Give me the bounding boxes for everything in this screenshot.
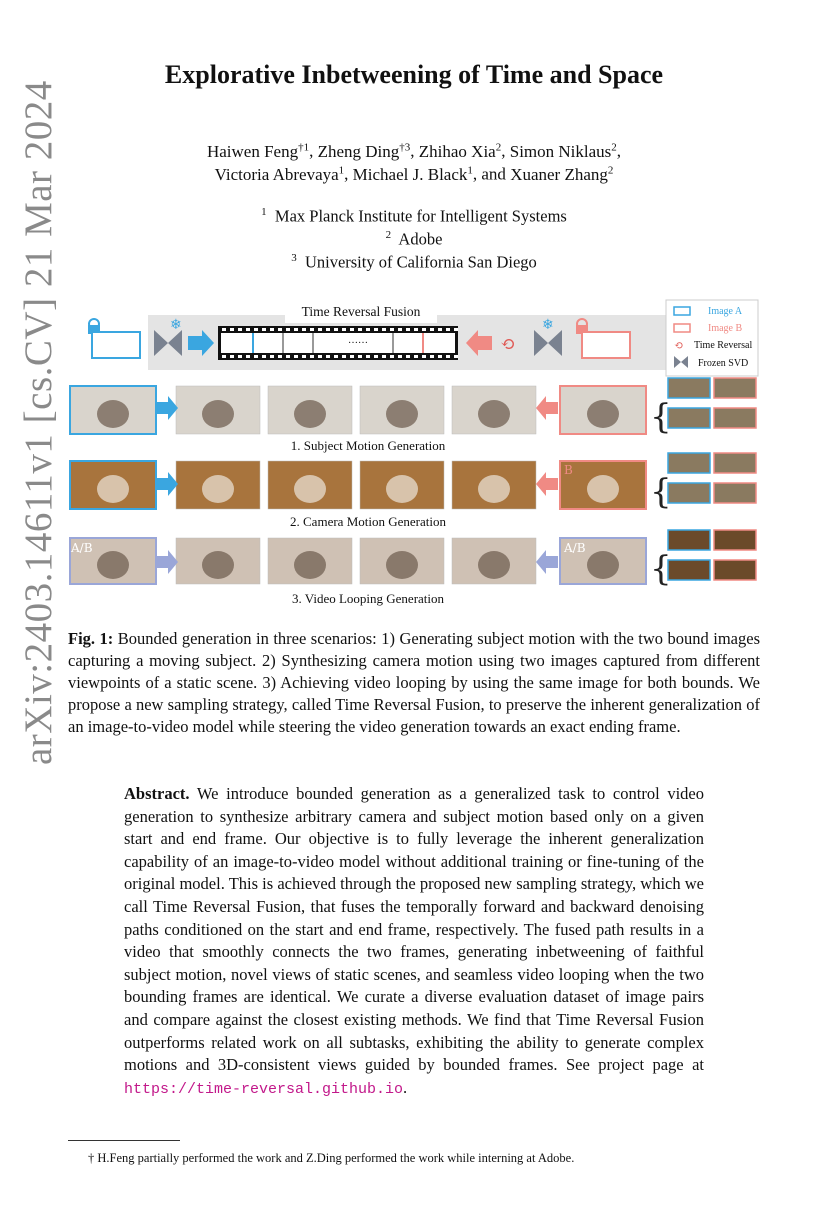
film-hole (246, 355, 250, 358)
figure-diagram (68, 298, 760, 610)
film-hole (438, 328, 442, 331)
film-ellipsis: …… (348, 335, 368, 346)
film-hole (414, 328, 418, 331)
film-hole (350, 328, 354, 331)
frame-subject (97, 551, 129, 579)
film-hole (238, 328, 242, 331)
frame-subject (294, 400, 326, 428)
arrow-right-icon (156, 550, 178, 574)
film-hole (406, 355, 410, 358)
author: Simon Niklaus$^2$ (509, 141, 617, 161)
brace-icon: { (650, 549, 672, 589)
film-hole (446, 328, 450, 331)
arrow-left-icon (536, 396, 558, 420)
film-hole (422, 328, 426, 331)
authors-line-1: Haiwen Feng$^{\dagger 1}$, Zheng Ding$^{\dagger 3}$, Zhihao Xia$^2$, Simon Niklaus$^2$, (206, 141, 622, 161)
frame-subject (587, 551, 619, 579)
film-hole (326, 355, 330, 358)
example-thumbnail (668, 408, 710, 428)
author: Victoria Abrevaya$^1$ (214, 164, 345, 184)
film-hole (358, 328, 362, 331)
frame-subject (587, 475, 619, 503)
film-hole (430, 328, 434, 331)
arrow-left-icon (536, 550, 558, 574)
legend-image-a: Image A (708, 306, 743, 317)
film-hole (254, 355, 258, 358)
arrow-right-icon (156, 472, 178, 496)
film-hole (222, 328, 226, 331)
author: Xuaner Zhang$^2$ (510, 164, 614, 184)
film-hole (406, 328, 410, 331)
authors-line-2: Victoria Abrevaya$^1$, Michael J. Black$^1$, and Xuaner Zhang$^2$ (214, 164, 614, 184)
frame-subject (478, 475, 510, 503)
film-hole (310, 328, 314, 331)
film-hole (390, 328, 394, 331)
film-hole (454, 355, 458, 358)
affiliation-3: $^3$ University of California San Diego (291, 252, 537, 272)
film-hole (310, 355, 314, 358)
example-thumbnail (668, 560, 710, 580)
abstract: Abstract. We introduce bounded generation as a generalized task to control video generation to synthesize arbitrary camera and subject motion based only on a given start and end frame. Our objective is to fully leverage the inherent generalization capability of an image-to-video model without additional training or fine-tuning of the original model. This is achieved through the proposed new sampling strategy, which we call Time Reversal Fusion, that fuses the temporally forward and backward denoising paths conditioned on the start and end frame, respectively. The fused path results in a video that smoothly connects the two frames, generating inbetweening of faithful subject motion, novel views of static scenes, and seamless video looping when the two bounding frames are identical. We curate a diverse evaluation dataset of image pairs and compare against the closest existing methods. We find that Time Reversal Fusion outperforms related work on all subtasks, exhibiting the ability to generate complex motions and 3D-consistent views guided by bounded frames. See project page at https://time-reversal.github.io. (124, 784, 705, 1098)
film-hole (238, 355, 242, 358)
arrow-left-icon (536, 472, 558, 496)
film-hole (286, 355, 290, 358)
film-hole (358, 355, 362, 358)
film-hole (230, 355, 234, 358)
figure-1 (68, 298, 760, 610)
brace-icon: { (650, 472, 672, 512)
frame-subject (386, 400, 418, 428)
footnote: † H.Feng partially performed the work and Z.Ding performed the work while interning at Adobe. (88, 1151, 575, 1165)
example-thumbnail (668, 483, 710, 503)
bound-tag-ab: A/B (71, 541, 93, 555)
example-thumbnail (714, 530, 756, 550)
example-thumbnail (714, 483, 756, 503)
film-hole (366, 328, 370, 331)
film-hole (414, 355, 418, 358)
film-hole (382, 328, 386, 331)
footnote-rule (68, 1140, 180, 1141)
brace-icon: { (650, 397, 672, 437)
example-thumbnail (668, 530, 710, 550)
film-hole (398, 328, 402, 331)
film-hole (350, 355, 354, 358)
figure-caption: Fig. 1: Bounded generation in three scenarios: 1) Generating subject motion with the two bound images capturing a moving subject. 2) Synthesizing camera motion using two images captured from different viewpoints of a static scene. 3) Achieving video looping by using the same image for both bounds. We propose a new sampling strategy, called Time Reversal Fusion, to preserve the inherent generalization of an image-to-video model while steering the video generation towards an exact ending frame. (68, 629, 760, 736)
row-label-3: 3. Video Looping Generation (291, 591, 445, 606)
legend-image-b: Image B (708, 323, 743, 334)
film-hole (262, 355, 266, 358)
frame-subject (97, 400, 129, 428)
frame-subject (386, 475, 418, 503)
bound-tag-b: B (564, 463, 573, 477)
film-hole (438, 355, 442, 358)
film-hole (254, 328, 258, 331)
film-hole (294, 355, 298, 358)
image-b-bound-box (582, 332, 630, 358)
film-hole (390, 355, 394, 358)
film-hole (278, 355, 282, 358)
frame-subject (587, 400, 619, 428)
bound-tag-ab: A/B (564, 541, 586, 555)
legend-frozen-svd: Frozen SVD (698, 358, 749, 369)
frame-subject (202, 400, 234, 428)
author: Michael J. Black$^1$ (352, 164, 473, 184)
film-hole (430, 355, 434, 358)
film-hole (302, 328, 306, 331)
affiliation-1: $^1$ Max Planck Institute for Intelligent Systems (261, 206, 567, 226)
author: Zheng Ding$^{\dagger 3}$ (317, 141, 411, 161)
film-hole (270, 328, 274, 331)
film-hole (286, 328, 290, 331)
film-hole (302, 355, 306, 358)
example-thumbnail (668, 378, 710, 398)
row-label-2: 2. Camera Motion Generation (290, 514, 446, 529)
film-hole (326, 328, 330, 331)
frame-subject (478, 400, 510, 428)
example-thumbnail (714, 453, 756, 473)
film-hole (342, 328, 346, 331)
film-hole (262, 328, 266, 331)
time-reversal-icon: ⟲ (674, 339, 684, 352)
banner-label: Time Reversal Fusion (301, 304, 421, 319)
time-reversal-icon: ⟲ (500, 334, 516, 355)
film-hole (366, 355, 370, 358)
legend-time-reversal: Time Reversal (694, 340, 753, 351)
affiliation-2: $^2$ Adobe (385, 229, 443, 249)
row-label-1: 1. Subject Motion Generation (290, 438, 446, 453)
film-hole (446, 355, 450, 358)
film-hole (422, 355, 426, 358)
image-a-bound-box (92, 332, 140, 358)
frame-subject (386, 551, 418, 579)
film-hole (246, 328, 250, 331)
example-thumbnail (668, 453, 710, 473)
frame-subject (478, 551, 510, 579)
frame-subject (97, 475, 129, 503)
film-hole (334, 355, 338, 358)
snowflake-icon: ❄ (170, 317, 182, 333)
film-hole (278, 328, 282, 331)
film-hole (334, 328, 338, 331)
film-hole (382, 355, 386, 358)
film-hole (318, 328, 322, 331)
arrow-right-icon (156, 396, 178, 420)
film-hole (374, 355, 378, 358)
paper-title: Explorative Inbetweening of Time and Space (164, 60, 664, 89)
film-hole (230, 328, 234, 331)
frame-subject (294, 475, 326, 503)
author: Haiwen Feng$^{\dagger 1}$ (206, 141, 310, 161)
film-hole (318, 355, 322, 358)
film-hole (454, 328, 458, 331)
example-thumbnail (714, 408, 756, 428)
frame-subject (294, 551, 326, 579)
frame-subject (202, 551, 234, 579)
film-hole (374, 328, 378, 331)
arxiv-identifier-stamp: arXiv:2403.14611v1 [cs.CV] 21 Mar 2024 (17, 80, 60, 765)
project-page-link[interactable]: https://time-reversal.github.io (124, 1080, 404, 1098)
film-hole (342, 355, 346, 358)
frame-subject (202, 475, 234, 503)
film-hole (398, 355, 402, 358)
film-hole (270, 355, 274, 358)
author: Zhihao Xia$^2$ (418, 141, 502, 161)
example-thumbnail (714, 378, 756, 398)
film-hole (222, 355, 226, 358)
snowflake-icon: ❄ (542, 317, 554, 333)
film-hole (294, 328, 298, 331)
example-thumbnail (714, 560, 756, 580)
